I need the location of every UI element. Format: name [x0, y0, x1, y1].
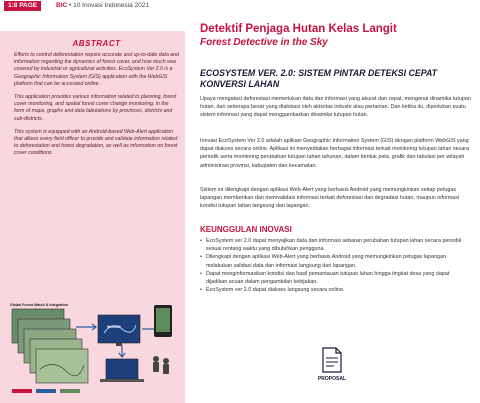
list-item: • EcoSystem ver 2.0 dapat menyajikan data dan informasi sebaran perubahan tutupan lahan secara periodik sesuai rentang waktu yang dibutuhkan pengguna. [200, 237, 472, 253]
abstract-paragraph: This system is equipped with an Android-based Web-Alert application that allows every field officer to provide and validate information related to deforestation and forest degradation, as well as information on forest cover conditions. [14, 128, 178, 157]
map-stack-icon [12, 309, 88, 383]
proposal-document-icon [320, 347, 344, 373]
header-edition-text: • 10 Inovasi Indonesia 2021 [69, 2, 149, 9]
article-paragraph: Sistem ini dilengkapi dengan aplikasi Web-Alert yang berbasis Android yang memungkinkan setiap petugas lapangan memberikan dan memvalidasi informasi terkait deforestasi dan degradasi hutan, maupun informasi kondisi tutupan lahan langsung dari lapangan. [200, 187, 460, 210]
header-brand: BIC [56, 2, 68, 9]
diagram-label-gfw: Global Forest Watch & Integration [10, 303, 68, 307]
list-item: • Dapat menginformasikan kondisi dan hasil pemantauan tutupan lahan hingga tingkat desa yang dapat dijadikan acuan dalam pengambilan kebijakan. [200, 270, 472, 286]
abstract [14, 39, 179, 164]
page-label: 1:8 PAGE [4, 1, 41, 11]
webgis-screen-icon [98, 315, 140, 346]
field-officer-icon [153, 356, 169, 374]
abstract-panel [0, 31, 185, 403]
system-diagram [4, 299, 182, 403]
android-phone-icon [154, 305, 172, 337]
advantages-heading: KEUNGGULAN INOVASI [200, 225, 292, 234]
proposal-label: PROPOSAL [317, 376, 347, 382]
advantages-list [200, 237, 472, 294]
abstract-paragraph: Efforts to control deforestation require accurate and up-to-date data and information regarding the dynamics of forest cover, and how much was covered by industrial or agricultural activities. EcoSystem Ver 2.0 is a Geographic Information System (GIS) application with the WebGIS platform that can be accessed online. [14, 52, 179, 87]
page-header [0, 0, 480, 12]
article-paragraph: Upaya mengatasi deforestasi memerlukan data dan informasi yang akurat dan cepat, mengenai dinamika tutupan hutan, dan seberapa besar yang dialokasi oleh aktivitas industri atau pertanian. Dan ketika itu, diperlukan suatu sistem informasi yang dapat menggambarkan dinamika tutupan hutan. [200, 96, 471, 119]
article-paragraph: Inovasi EcoSystem Ver 2.0 adalah aplikasi Geographic Information System (GIS) dengan platform WebGIS yang dapat diakses secara online. Aplikasi ini menyediakan berbagai informasi terkait monitoring tutupan lahan secara periodik serta monitoring perubahan tutupan lahan tahunan, dalam bentuk peta, grafik dan tabulasi per wilayah administrasi provinsi, kabupaten dan kecamatan. [200, 138, 470, 169]
abstract-paragraph: This application provides various information related to planning, forest cover monitoring, and spatial forest cover change monitoring, in the form of maps, graphs and data tabulations by provinces, districts and sub-districts. [14, 94, 177, 122]
list-item: • Dilengkapi dengan aplikasi Web-Alert yang berbasis Android yang memungkinkan petugas lapangan melakukan validasi data dan informasi langsung dari lapangan. [200, 253, 472, 269]
map-legend [12, 389, 80, 393]
article-title: Detektif Penjaga Hutan Kelas Langit [200, 23, 397, 35]
list-item: • EcoSystem ver 2.0 dapat diakses langsung secara online. [200, 286, 472, 294]
section-title: ECOSYSTEM VER. 2.0: SISTEM PINTAR DETEKSI CEPAT KONVERSI LAHAN [200, 68, 438, 89]
header-edition [56, 1, 149, 11]
system-diagram-graphic [4, 299, 182, 403]
article-subtitle: Forest Detective in the Sky [200, 37, 328, 48]
diagram-label-webgis: WebGIS [107, 325, 121, 329]
laptop-icon [100, 359, 144, 382]
abstract-heading: ABSTRACT [72, 39, 121, 48]
